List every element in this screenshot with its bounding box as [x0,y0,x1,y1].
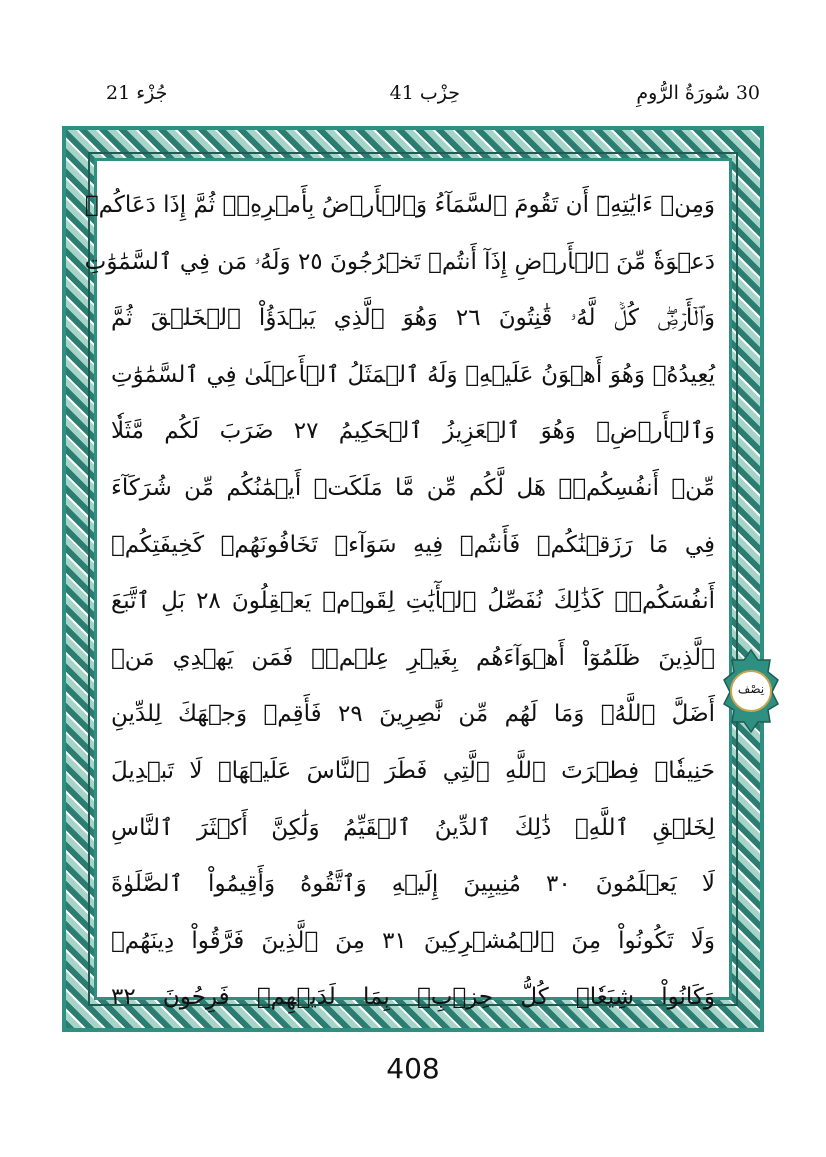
ornamental-border [62,126,764,1032]
text-line-14: وَلَا تَكُونُواْ مِنَ ٱلۡمُشۡرِكِينَ ٣١ مِنَ ٱلَّذِينَ فَرَّقُواْ دِينَهُمۡ [111,927,715,954]
text-line-3: وَٱلۡأَرۡضِۖ كُلّٞ لَّهُۥ قَٰنِتُونَ ٢٦ وَهُوَ ٱلَّذِي يَبۡدَؤُاْ ٱلۡخَلۡقَ ثُمَّ [111,305,715,332]
text-line-13: لَا يَعۡلَمُونَ ٣٠ مُنِيبِينَ إِلَيۡهِ وَٱتَّقُوهُ وَأَقِيمُواْ ٱلصَّلَوٰةَ [111,871,715,898]
text-line-15: وَكَانُواْ شِيَعٗاۖ كُلُّ حِزۡبِۭ بِمَا لَدَيۡهِمۡ فَرِحُونَ ٣٢ [111,984,715,1011]
text-line-11: حَنِيفٗاۚ فِطۡرَتَ ٱللَّهِ ٱلَّتِي فَطَرَ ٱلنَّاسَ عَلَيۡهَاۚ لَا تَبۡدِيلَ [111,757,715,784]
nisf-marker [722,648,780,734]
text-line-7: فِي مَا رَزَقۡنَٰكُمۡ فَأَنتُمۡ فِيهِ سَوَآءٞ تَخَافُونَهُمۡ كَخِيفَتِكُمۡ [111,531,715,558]
text-line-5: وَٱلۡأَرۡضِۚ وَهُوَ ٱلۡعَزِيزُ ٱلۡحَكِيمُ ٢٧ ضَرَبَ لَكُم مَّثَلٗا [111,418,715,445]
surah-title: 30 سُورَةُ الرُّومِ [636,82,760,104]
text-panel [84,158,732,1011]
text-line-4: يُعِيدُهُۥ وَهُوَ أَهۡوَنُ عَلَيۡهِۚ وَلَهُ ٱلۡمَثَلُ ٱلۡأَعۡلَىٰ فِي ٱلسَّمَٰوَٰتِ [111,361,715,388]
text-line-6: مِّنۡ أَنفُسِكُمۡۖ هَل لَّكُم مِّن مَّا مَلَكَتۡ أَيۡمَٰنُكُم مِّن شُرَكَآءَ [111,474,715,501]
text-line-8: أَنفُسَكُمۡۚ كَذَٰلِكَ نُفَصِّلُ ٱلۡأٓيَٰتِ لِقَوۡمٖ يَعۡقِلُونَ ٢٨ بَلِ ٱتَّبَعَ [111,588,715,615]
text-line-9: ٱلَّذِينَ ظَلَمُوٓاْ أَهۡوَآءَهُم بِغَيۡرِ عِلۡمٖۖ فَمَن يَهۡدِي مَنۡ [111,644,715,671]
text-line-12: لِخَلۡقِ ٱللَّهِۚ ذَٰلِكَ ٱلدِّينُ ٱلۡقَيِّمُ وَلَٰكِنَّ أَكۡثَرَ ٱلنَّاسِ [111,814,715,841]
page-number: 408 [386,1052,440,1085]
juz-label: جُزْء 21 [106,82,168,104]
quran-text [84,177,715,1011]
page-header [70,82,760,116]
text-line-2: دَعۡوَةٗ مِّنَ ٱلۡأَرۡضِ إِذَآ أَنتُمۡ تَخۡرُجُونَ ٢٥ وَلَهُۥ مَن فِي ٱلسَّمَٰوَٰتِ [84,248,715,275]
text-line-10: أَضَلَّ ٱللَّهُۖ وَمَا لَهُم مِّن نَّٰصِرِينَ ٢٩ فَأَقِمۡ وَجۡهَكَ لِلدِّينِ [111,701,715,728]
text-line-1: وَمِنۡ ءَايَٰتِهِۦٓ أَن تَقُومَ ٱلسَّمَآءُ وَٱلۡأَرۡضُ بِأَمۡرِهِۦۚ ثُمَّ إِذَا دَعَاكُمۡ [84,192,715,218]
hizb-label: حِزْب 41 [389,82,460,104]
nisf-label: نِصْف [737,682,765,696]
